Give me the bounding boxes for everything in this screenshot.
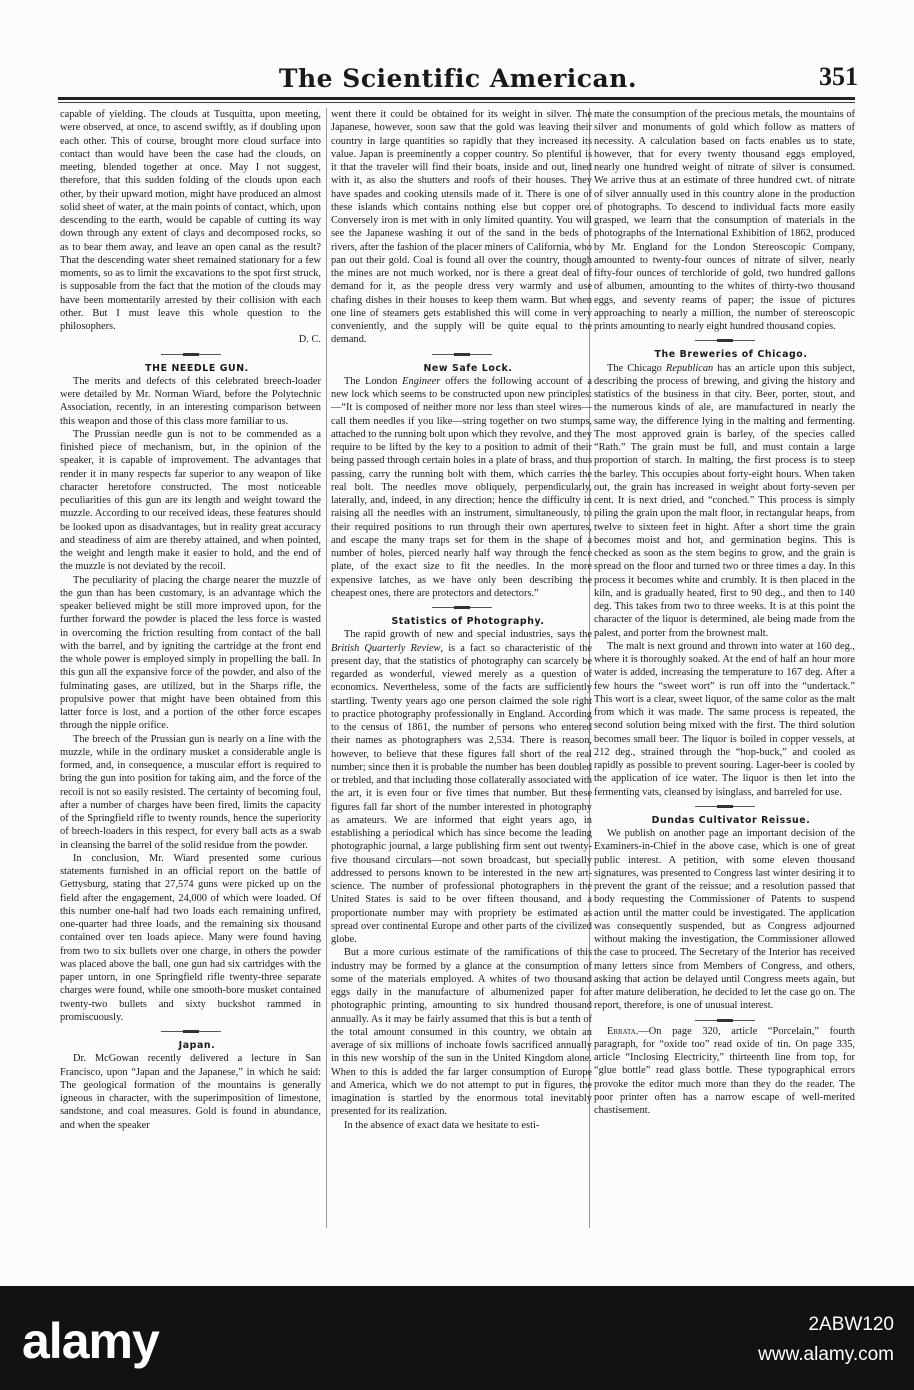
errata-label: Errata. — [607, 1025, 639, 1037]
paragraph: The merits and defects of this celebrated breech-loader were detailed by Mr. Norman Wiard, before the Polytechnic Association, recently, in an interesting comparison between this weapon and those of this class more familiar to us. — [60, 375, 321, 427]
italic-title: Republican — [665, 362, 714, 374]
section-separator — [161, 1030, 221, 1034]
paragraph: went there it could be obtained for its weight in silver. The Japanese, however, soon saw that the gold was leaving their country in large quantities so rapidly that they increased its value. Japan is preeminently a copper country. So plentiful is it that the traveler will find their boats, inside and out, lined with it, as also the shutters and roofs of their houses. They have spades and cooking utensils made of it. There is one of these islands which contains nothing else but copper ore. Conversely iron is met with in only limited quantity. You will see the Japanese washing it out of the sand in the beds of rivers, after the fashion of the placer miners of California, who pan out their gold. Coal is found all over the country, though the mines are not much worked, nor is there a great deal of demand for it, as the people dress very warmly and use chafing dishes in their houses to keep them warm. But when one line of steamers gets established this will come in very conveniently, and the supply will be quite equal to the demand. — [331, 109, 592, 346]
paragraph: The breech of the Prussian gun is nearly on a line with the muzzle, while in the ordinary musket a considerable angle is formed, and, in consequence, a muscular effort is required to bring the gun into position for taking aim, and the force of the recoil is not so easily resisted. The certainty of becoming foul, after a number of charges have been fired, limits the capacity of the Springfield rifle to twenty rounds, hence the superiority of breech-loaders in this respect, for every ball acts as a swab in cleansing the barrel of the solid residue from the powder. — [60, 733, 321, 851]
section-separator — [695, 805, 755, 809]
paragraph: The malt is next ground and thrown into water at 160 deg., where it is thoroughly soaked. At the end of half an hour more water is added, increasing the temperature to 167 deg. After a few hours the “sweet wort” is run off into the “undertack.” This wort is a clear, sweet liquor, of the same color as the malt from which it was made. The same process is repeated, the second solution being mixed with the first. The third solution becomes small beer. The liquor is boiled in copper vessels, at 212 deg., strained through the “hop-buck,” and cooled as rapidly as possible to prevent souring. Lager-beer is cooled by the application of ice water. The liquor is then let into the fermenting vats, cleansed by isinglass, and barreled for use. — [594, 640, 855, 798]
section-separator — [695, 1019, 755, 1023]
errata-text: —On page 320, article “Porcelain,” fourth paragraph, for “oxide too” read oxide of tin. On page 335, article “Inclosing Electricity,” thirteenth line from top, for “glue bottle” read glass bottle. These typographical errors provoke the editor much more than they do the reader. The poor printer often has a narrow escape of well-merited chastisement. — [594, 1025, 855, 1116]
paragraph — [331, 628, 592, 946]
paragraph: But a more curious estimate of the ramifications of this industry may be formed by a glance at the consumption of some of the materials employed. A whites of two thousand eggs daily in the manufacture of albumenized paper for photographic printing, amounting to six hundred thousand annually. As it may be fairly assumed that this is but a tenth of the total amount consumed in this country, we obtain an average of six millions of inchoate fowls sacrificed annually in this new worship of the sun in the United Kingdom alone. When to this is added the far larger consumption of Europe and America, which we do not attempt to put in figures, the imagination is startled by the enormous total inevitably presented for its realization. — [331, 947, 592, 1118]
publication-title: The Scientific American. — [278, 64, 638, 93]
paragraph-errata — [594, 1025, 855, 1118]
heading-statistics-photography: Statistics of Photography. — [391, 616, 545, 627]
column-2 — [331, 108, 592, 1228]
text-run: has an article upon this subject, describing the process of brewing, and giving the history and statistics of the business in that city. Beer, porter, stout, and the numerous kinds of ale, are manufactured in nearly the same way, the difference lying in the malting and fermenting. The most approved grain is barley, of the species called “Rath.” The grain must be full, and must contain a large proportion of starch. In malting, the first process is to steep the barley. This occupies about forty-eight hours. When taken out, the grain has increased in weight about forty-seven per cent. It is next dried, and “conched.” This process is simply piling the grain upon the malt floor, in rectangular heaps, from twelve to sixteen feet in hight. After a short time the grain becomes moist and hot, and germination begins. This is checked as soon as the stem begins to grow, and the grain is spread on the floor and turned two or three times a day. In this process it becomes white and crumbly. It is then placed in the kiln, and is gradually heated, first to 90 deg., and then to 140 deg. This takes from two to three weeks. It is at this point the character of the liquor is determined, ale being made from the palest, and porter from the brownest malt. — [594, 362, 855, 639]
masthead-rule-thick — [58, 97, 855, 100]
paragraph: In the absence of exact data we hesitate to esti- — [344, 1119, 540, 1131]
text-run: The Chicago — [607, 362, 666, 374]
italic-title: Engineer — [402, 375, 441, 387]
italic-title: British Quarterly Review — [331, 642, 441, 654]
section-separator — [432, 353, 492, 357]
heading-japan: Japan. — [178, 1040, 216, 1051]
page-number: 351 — [819, 62, 858, 91]
heading-needle-gun: THE NEEDLE GUN. — [145, 362, 249, 374]
author-signature: D. C. — [298, 334, 321, 346]
paragraph-clouds: capable of yielding. The clouds at Tusquitta, upon meeting, were observed, at once, to ascend swiftly, as if doubling upon each other. This of course, brought more cloud surface into contact than would have been the case had the clouds, on meeting, blended together at once. May I not suggest, therefore, that this sudden folding of the clouds upon each other, by their upward motion, might have produced an almost solid sheet of water, at the main points of contact, which, upon descending to the earth, would be capable of cutting its way down through any extent of clays and decomposed rocks, so as to bear them away, and leave an open canal as the result? That the descending water sheet remained stationary for a few moments, so as to limit the excavations to the spot first struck, is supposable from the fact that the motion of the clouds may have been momentarily arrested by their collision with each other. But I must leave this whole question to the philosophers. — [60, 109, 321, 332]
site-url: www.alamy.com — [758, 1344, 894, 1365]
section-separator — [161, 353, 221, 357]
column-divider-1 — [326, 108, 327, 1228]
heading-breweries-chicago: The Breweries of Chicago. — [654, 349, 808, 361]
column-3 — [594, 108, 855, 1228]
alamy-logo: alamy — [22, 1313, 159, 1369]
heading-safe-lock: New Safe Lock. — [423, 362, 513, 374]
paragraph: The Prussian needle gun is not to be commended as a finished piece of mechanism, but, in the opinion of the speaker, it is capable of improvement. The advantages that render it in many respects far superior to any weapon of like character heretofore constructed. The most noticeable peculiarities of this gun are its length and weight toward the muzzle. According to our received ideas, these features should be looked upon as disadvantages, but in reality great accuracy and steadiness of aim are thereby attained, and when pointed, the weight and length make it easier to hold, and the end of the muzzle is not deviated by the recoil. — [60, 428, 321, 573]
paragraph: The peculiarity of placing the charge nearer the muzzle of the gun than has been customary, is an advantage which the speaker believed might be still more improved upon, for the further forward the powder is placed the less force is wasted in overcoming the friction resulting from contact of the ball with the barrel, and by igniting the cartridge at the front end the whole power is employed simply in propelling the ball. In this gun all the expansive force of the powder, and also of the fulminating gases, are utilized, but in the Sharps rifle, the propulsive power that might have been obtained from this latter force is lost, and a portion of the other force escapes through the nipple orifice. — [60, 574, 321, 732]
masthead — [58, 62, 858, 96]
paragraph: In conclusion, Mr. Wiard presented some curious statements furnished in an official report on the battle of Gettysburg, stating that 27,574 guns were picked up on the field after the engagement, 24,000 of which were loaded. Of this number one-half had two loads each remaining unfired, one-quarter had three loads, and the remaining six thousand contained over ten loads apiece. Many were found having from two to six bullets over one charge, in others the powder was placed above the ball, one gun had six cartridges with the paper untorn, in one Springfield rifle twenty-three separate charges were found, while one smooth-bore musket contained twenty-two bullets and sixty buckshot rammed in promiscuously. — [60, 852, 321, 1023]
watermark-banner — [0, 1286, 914, 1390]
text-run: , is a fact so characteristic of the present day, that the statistics of photography can scarcely be regarded as wonderful, viewed merely as a question of economics. Nevertheless, some of the facts are sufficiently startling. Twenty years ago one person claimed the sole right to practice photography professionally in England. According to the census of 1861, the number of persons who entered their names as photographers was 2,534. There is reason, however, to believe that these figures fall short of the real number; since then it is probable the number has been doubled or trebled, and that including those collaterally associated with the art, it is even four or five times that number. But these figures fall far short of the number interested in photography as amateurs. We are informed that eight years ago, in establishing a periodical which has since become the leading photographic journal, a large publishing firm sent out twenty-five thousand circulars—not sown broadcast, but specially addressed to persons known to be interested in the new art-science. The number of professional photographers in the United States is said to be over fifteen thousand, and a proportionate number may with propriety be estimated as spread over continental Europe and other parts of the civilized globe. — [331, 642, 592, 945]
text-run: The London — [344, 375, 403, 387]
image-id: 2ABW120 — [808, 1314, 894, 1335]
paragraph — [594, 362, 855, 640]
column-1 — [60, 108, 321, 1228]
heading-dundas-cultivator: Dundas Cultivator Reissue. — [651, 814, 811, 826]
masthead-rule-thin — [58, 102, 855, 103]
paragraph: mate the consumption of the precious metals, the mountains of silver and monuments of gold which follow as matters of necessity. A calculation based on facts enables us to state, however, that for every twenty thousand eggs employed, nearly one hundred weight of nitrate of silver is consumed. We arrive thus at an estimate of three hundred cwt. of nitrate of silver annually used in this country alone in the production of photographs. To descend to individual facts more easily grasped, we learn that the consumption of materials in the photographs of the International Exhibition of 1862, produced by Mr. England for the London Stereoscopic Company, amounted to twenty-four ounces of nitrate of silver, nearly fifty-four ounces of terchloride of gold, two hundred gallons of albumen, amounting to the whites of thirty-two thousand eggs, and seventy reams of paper; the issue of pictures approaching to nearly a million, the number of stereoscopic prints amounting to nearly eight hundred thousand copies. — [594, 109, 855, 332]
paragraph: We publish on another page an important decision of the Examiners-in-Chief in the above case, which is one of great public interest. A petition, with some eleven thousand signatures, was presented to Congress last winter desiring it to prevent the grant of the reissue; and a resolution passed that body requesting the Commissioner of Patents to suspend action until the matter could be investigated. The application was consequently suspended, but as Congress adjourned without making the investigation, the Commissioner allowed the case to proceed. The Secretary of the Interior has received many letters since from Members of Congress, and others, asking that action be delayed until Congress meets again, but after mature deliberation, he decided to let the case go on. The report, therefore, is one of unusual interest. — [594, 828, 855, 1012]
paragraph — [331, 375, 592, 600]
section-separator — [432, 606, 492, 610]
section-separator — [695, 339, 755, 343]
text-run: The rapid growth of new and special industries, says the — [344, 629, 592, 641]
text-run: offers the following account of a new lock which seems to be constructed upon new principles:—“It is composed of neither more nor less than steel wires—call them needles if you like—string together on two stumps, attached to the running bolt upon which they revolve, and they require to be lifted by the key to a position to admit of their being passed through certain holes in a plate of brass, and thus passing, carry the running bolt with them, which carries the real bolt. The needles move obliquely, perpendicularly, laterally, and, indeed, in any direction; hence the difficulty in raising all the needles with an instrument, simultaneously, to their required positions to run through their own apertures, and escape the many traps set for them in the shape of a number of holes, pierced nearly half way through the fence plate, of the exact size to fit the needles. In the more expensive latches, as we have only been describing the cheapest ones, there are protectors and detectors.” — [331, 375, 592, 599]
paragraph: Dr. McGowan recently delivered a lecture in San Francisco, upon “Japan and the Japanese,” in which he said: The geological formation of the mountains is generally igneous in character, with the superimposition of limestone, sandstone, and coal measures. Gold is found in abundance, and when the speaker — [60, 1053, 321, 1131]
